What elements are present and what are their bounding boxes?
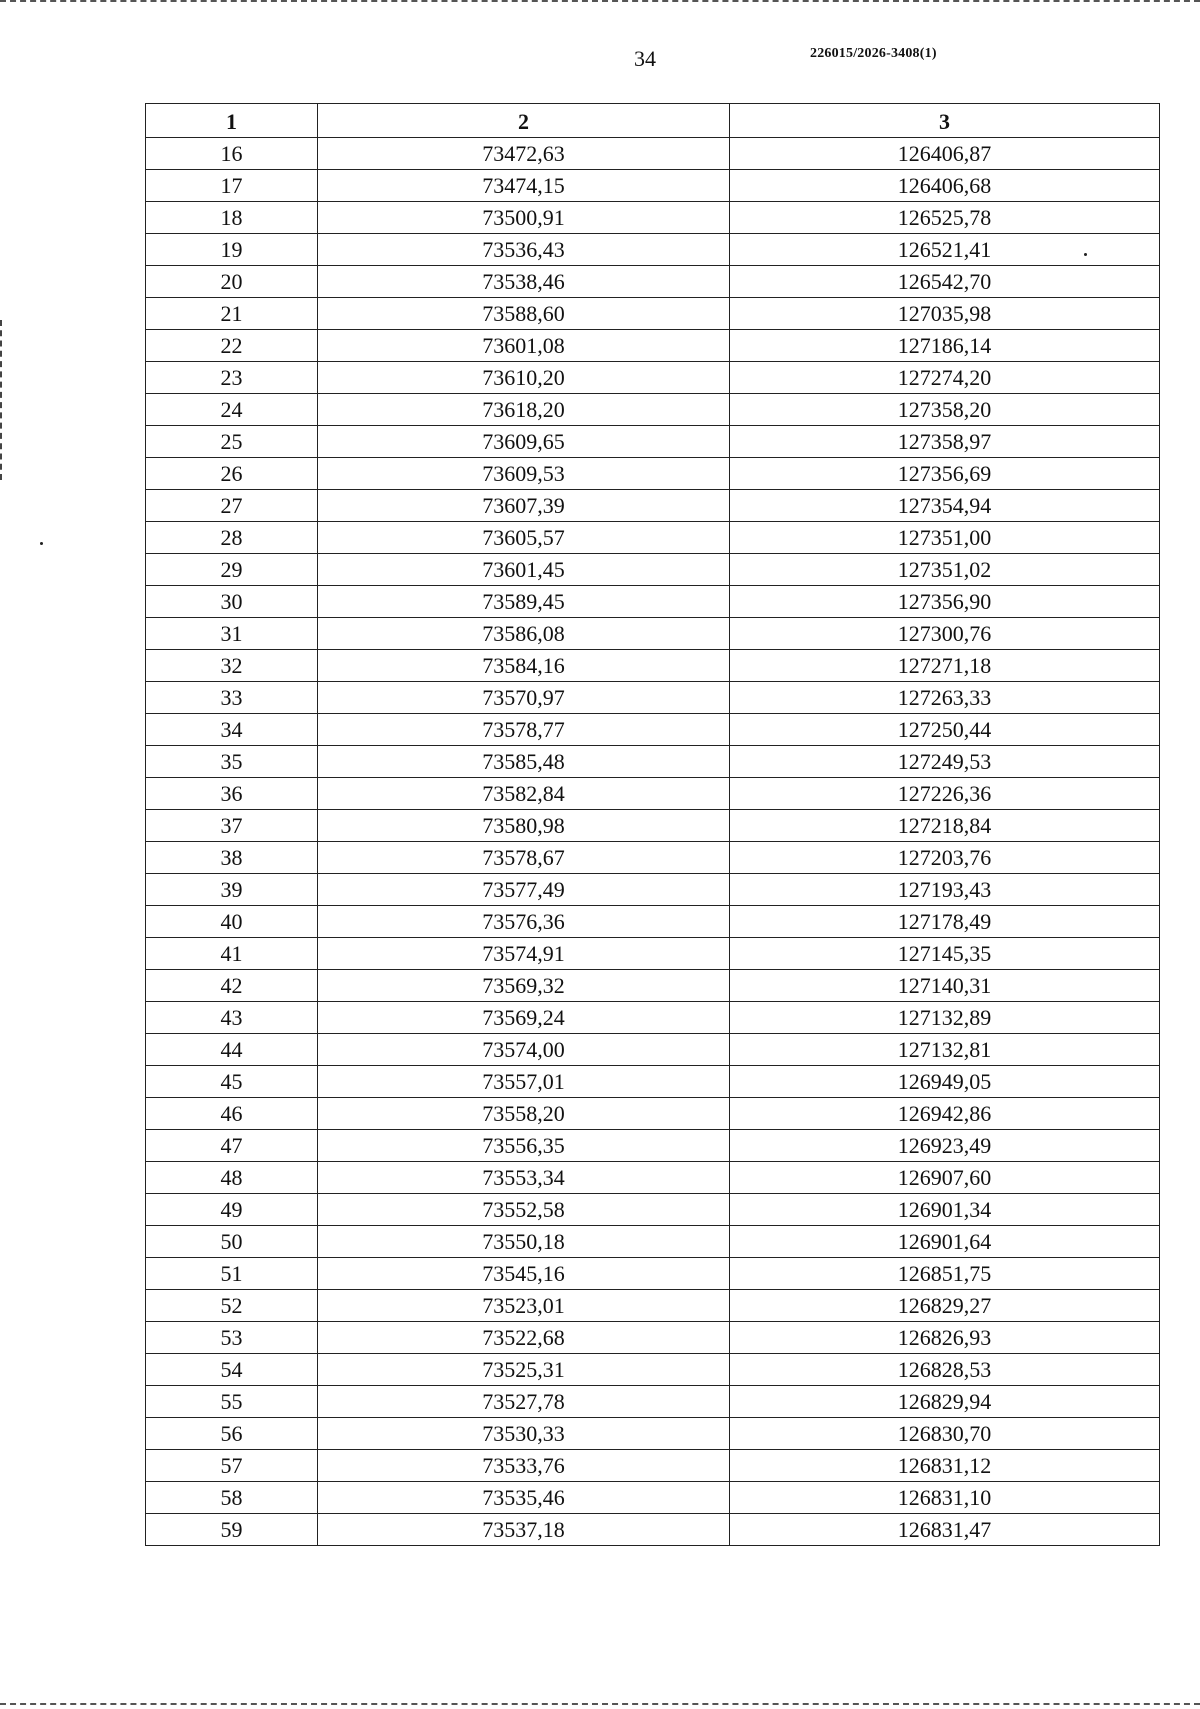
point-number-cell: 54 <box>146 1354 318 1386</box>
point-number-cell: 21 <box>146 298 318 330</box>
column-header-2: 2 <box>318 104 730 138</box>
x-coordinate-cell: 73588,60 <box>318 298 730 330</box>
table-row <box>146 970 1160 1002</box>
x-coordinate-cell: 73472,63 <box>318 138 730 170</box>
x-coordinate-cell: 73527,78 <box>318 1386 730 1418</box>
y-coordinate-cell: 126406,68 <box>730 170 1160 202</box>
y-coordinate-cell: 127186,14 <box>730 330 1160 362</box>
x-coordinate-cell: 73578,77 <box>318 714 730 746</box>
y-coordinate-cell: 127203,76 <box>730 842 1160 874</box>
coordinates-table <box>145 103 1160 1546</box>
table-row <box>146 554 1160 586</box>
table-row <box>146 394 1160 426</box>
table-header-row <box>146 104 1160 138</box>
point-number-cell: 25 <box>146 426 318 458</box>
point-number-cell: 40 <box>146 906 318 938</box>
x-coordinate-cell: 73522,68 <box>318 1322 730 1354</box>
point-number-cell: 39 <box>146 874 318 906</box>
x-coordinate-cell: 73609,65 <box>318 426 730 458</box>
point-number-cell: 48 <box>146 1162 318 1194</box>
x-coordinate-cell: 73536,43 <box>318 234 730 266</box>
table-row <box>146 1514 1160 1546</box>
point-number-cell: 52 <box>146 1290 318 1322</box>
point-number-cell: 18 <box>146 202 318 234</box>
table-row <box>146 1290 1160 1322</box>
point-number-cell: 42 <box>146 970 318 1002</box>
y-coordinate-cell: 127274,20 <box>730 362 1160 394</box>
x-coordinate-cell: 73574,00 <box>318 1034 730 1066</box>
x-coordinate-cell: 73582,84 <box>318 778 730 810</box>
point-number-cell: 16 <box>146 138 318 170</box>
y-coordinate-cell: 126521,41 <box>730 234 1160 266</box>
y-coordinate-cell: 127263,33 <box>730 682 1160 714</box>
y-coordinate-cell: 127035,98 <box>730 298 1160 330</box>
page-number: 34 <box>634 46 656 71</box>
x-coordinate-cell: 73601,08 <box>318 330 730 362</box>
y-coordinate-cell: 127358,20 <box>730 394 1160 426</box>
y-coordinate-cell: 126831,12 <box>730 1450 1160 1482</box>
y-coordinate-cell: 127356,69 <box>730 458 1160 490</box>
point-number-cell: 23 <box>146 362 318 394</box>
y-coordinate-cell: 126901,64 <box>730 1226 1160 1258</box>
table-row <box>146 1354 1160 1386</box>
x-coordinate-cell: 73550,18 <box>318 1226 730 1258</box>
table-row <box>146 1194 1160 1226</box>
point-number-cell: 19 <box>146 234 318 266</box>
x-coordinate-cell: 73535,46 <box>318 1482 730 1514</box>
table-row <box>146 1386 1160 1418</box>
point-number-cell: 30 <box>146 586 318 618</box>
bottom-scan-rule <box>0 1703 1200 1706</box>
x-coordinate-cell: 73569,32 <box>318 970 730 1002</box>
table-row <box>146 778 1160 810</box>
point-number-cell: 50 <box>146 1226 318 1258</box>
y-coordinate-cell: 127356,90 <box>730 586 1160 618</box>
left-scan-edge <box>0 320 3 480</box>
x-coordinate-cell: 73586,08 <box>318 618 730 650</box>
point-number-cell: 49 <box>146 1194 318 1226</box>
x-coordinate-cell: 73538,46 <box>318 266 730 298</box>
point-number-cell: 47 <box>146 1130 318 1162</box>
x-coordinate-cell: 73523,01 <box>318 1290 730 1322</box>
y-coordinate-cell: 127358,97 <box>730 426 1160 458</box>
point-number-cell: 59 <box>146 1514 318 1546</box>
table-row <box>146 1450 1160 1482</box>
x-coordinate-cell: 73500,91 <box>318 202 730 234</box>
table-row <box>146 266 1160 298</box>
table-row <box>146 522 1160 554</box>
point-number-cell: 58 <box>146 1482 318 1514</box>
point-number-cell: 33 <box>146 682 318 714</box>
table-row <box>146 906 1160 938</box>
table-row <box>146 1418 1160 1450</box>
top-scan-rule <box>0 0 1200 3</box>
x-coordinate-cell: 73607,39 <box>318 490 730 522</box>
y-coordinate-cell: 126942,86 <box>730 1098 1160 1130</box>
column-header-1: 1 <box>146 104 318 138</box>
x-coordinate-cell: 73580,98 <box>318 810 730 842</box>
point-number-cell: 31 <box>146 618 318 650</box>
y-coordinate-cell: 127178,49 <box>730 906 1160 938</box>
point-number-cell: 26 <box>146 458 318 490</box>
y-coordinate-cell: 126406,87 <box>730 138 1160 170</box>
y-coordinate-cell: 127351,00 <box>730 522 1160 554</box>
table-row <box>146 1162 1160 1194</box>
table-row <box>146 810 1160 842</box>
x-coordinate-cell: 73558,20 <box>318 1098 730 1130</box>
table-row <box>146 586 1160 618</box>
x-coordinate-cell: 73618,20 <box>318 394 730 426</box>
y-coordinate-cell: 127132,81 <box>730 1034 1160 1066</box>
table-row <box>146 1482 1160 1514</box>
point-number-cell: 17 <box>146 170 318 202</box>
point-number-cell: 37 <box>146 810 318 842</box>
table-row <box>146 938 1160 970</box>
x-coordinate-cell: 73552,58 <box>318 1194 730 1226</box>
y-coordinate-cell: 126831,47 <box>730 1514 1160 1546</box>
x-coordinate-cell: 73556,35 <box>318 1130 730 1162</box>
point-number-cell: 28 <box>146 522 318 554</box>
table-row <box>146 202 1160 234</box>
y-coordinate-cell: 127249,53 <box>730 746 1160 778</box>
x-coordinate-cell: 73605,57 <box>318 522 730 554</box>
table-row <box>146 170 1160 202</box>
point-number-cell: 43 <box>146 1002 318 1034</box>
point-number-cell: 51 <box>146 1258 318 1290</box>
table-row <box>146 618 1160 650</box>
y-coordinate-cell: 126829,27 <box>730 1290 1160 1322</box>
x-coordinate-cell: 73570,97 <box>318 682 730 714</box>
x-coordinate-cell: 73578,67 <box>318 842 730 874</box>
table-row <box>146 330 1160 362</box>
table-row <box>146 1258 1160 1290</box>
table-row <box>146 138 1160 170</box>
table-row <box>146 842 1160 874</box>
document-reference: 226015/2026-3408(1) <box>810 46 937 61</box>
y-coordinate-cell: 126831,10 <box>730 1482 1160 1514</box>
x-coordinate-cell: 73525,31 <box>318 1354 730 1386</box>
y-coordinate-cell: 127351,02 <box>730 554 1160 586</box>
y-coordinate-cell: 127140,31 <box>730 970 1160 1002</box>
y-coordinate-cell: 126851,75 <box>730 1258 1160 1290</box>
point-number-cell: 41 <box>146 938 318 970</box>
y-coordinate-cell: 127193,43 <box>730 874 1160 906</box>
y-coordinate-cell: 127300,76 <box>730 618 1160 650</box>
x-coordinate-cell: 73537,18 <box>318 1514 730 1546</box>
point-number-cell: 22 <box>146 330 318 362</box>
x-coordinate-cell: 73610,20 <box>318 362 730 394</box>
table-row <box>146 1226 1160 1258</box>
point-number-cell: 34 <box>146 714 318 746</box>
point-number-cell: 20 <box>146 266 318 298</box>
point-number-cell: 44 <box>146 1034 318 1066</box>
table-row <box>146 714 1160 746</box>
table-row <box>146 490 1160 522</box>
table-row <box>146 1066 1160 1098</box>
point-number-cell: 56 <box>146 1418 318 1450</box>
x-coordinate-cell: 73589,45 <box>318 586 730 618</box>
y-coordinate-cell: 126949,05 <box>730 1066 1160 1098</box>
x-coordinate-cell: 73569,24 <box>318 1002 730 1034</box>
point-number-cell: 53 <box>146 1322 318 1354</box>
x-coordinate-cell: 73530,33 <box>318 1418 730 1450</box>
table-row <box>146 1098 1160 1130</box>
point-number-cell: 38 <box>146 842 318 874</box>
y-coordinate-cell: 126923,49 <box>730 1130 1160 1162</box>
point-number-cell: 36 <box>146 778 318 810</box>
x-coordinate-cell: 73577,49 <box>318 874 730 906</box>
x-coordinate-cell: 73545,16 <box>318 1258 730 1290</box>
x-coordinate-cell: 73585,48 <box>318 746 730 778</box>
x-coordinate-cell: 73609,53 <box>318 458 730 490</box>
table-row <box>146 298 1160 330</box>
table-row <box>146 1130 1160 1162</box>
y-coordinate-cell: 127250,44 <box>730 714 1160 746</box>
y-coordinate-cell: 126525,78 <box>730 202 1160 234</box>
table-row <box>146 874 1160 906</box>
table-row <box>146 458 1160 490</box>
y-coordinate-cell: 126826,93 <box>730 1322 1160 1354</box>
x-coordinate-cell: 73557,01 <box>318 1066 730 1098</box>
y-coordinate-cell: 127354,94 <box>730 490 1160 522</box>
y-coordinate-cell: 126829,94 <box>730 1386 1160 1418</box>
x-coordinate-cell: 73553,34 <box>318 1162 730 1194</box>
y-coordinate-cell: 127226,36 <box>730 778 1160 810</box>
table-row <box>146 1322 1160 1354</box>
point-number-cell: 29 <box>146 554 318 586</box>
point-number-cell: 57 <box>146 1450 318 1482</box>
table-row <box>146 650 1160 682</box>
column-header-3: 3 <box>730 104 1160 138</box>
point-number-cell: 24 <box>146 394 318 426</box>
x-coordinate-cell: 73584,16 <box>318 650 730 682</box>
x-coordinate-cell: 73533,76 <box>318 1450 730 1482</box>
x-coordinate-cell: 73474,15 <box>318 170 730 202</box>
x-coordinate-cell: 73574,91 <box>318 938 730 970</box>
y-coordinate-cell: 127145,35 <box>730 938 1160 970</box>
table-row <box>146 362 1160 394</box>
point-number-cell: 45 <box>146 1066 318 1098</box>
y-coordinate-cell: 127271,18 <box>730 650 1160 682</box>
y-coordinate-cell: 126828,53 <box>730 1354 1160 1386</box>
table-row <box>146 682 1160 714</box>
y-coordinate-cell: 126907,60 <box>730 1162 1160 1194</box>
table-row <box>146 746 1160 778</box>
scan-speck <box>40 542 43 545</box>
table-row <box>146 426 1160 458</box>
point-number-cell: 32 <box>146 650 318 682</box>
table-body <box>146 138 1160 1546</box>
point-number-cell: 27 <box>146 490 318 522</box>
y-coordinate-cell: 126830,70 <box>730 1418 1160 1450</box>
table-row <box>146 1002 1160 1034</box>
y-coordinate-cell: 126901,34 <box>730 1194 1160 1226</box>
table-row <box>146 1034 1160 1066</box>
point-number-cell: 55 <box>146 1386 318 1418</box>
y-coordinate-cell: 127132,89 <box>730 1002 1160 1034</box>
x-coordinate-cell: 73601,45 <box>318 554 730 586</box>
table-row <box>146 234 1160 266</box>
x-coordinate-cell: 73576,36 <box>318 906 730 938</box>
point-number-cell: 46 <box>146 1098 318 1130</box>
y-coordinate-cell: 126542,70 <box>730 266 1160 298</box>
point-number-cell: 35 <box>146 746 318 778</box>
y-coordinate-cell: 127218,84 <box>730 810 1160 842</box>
